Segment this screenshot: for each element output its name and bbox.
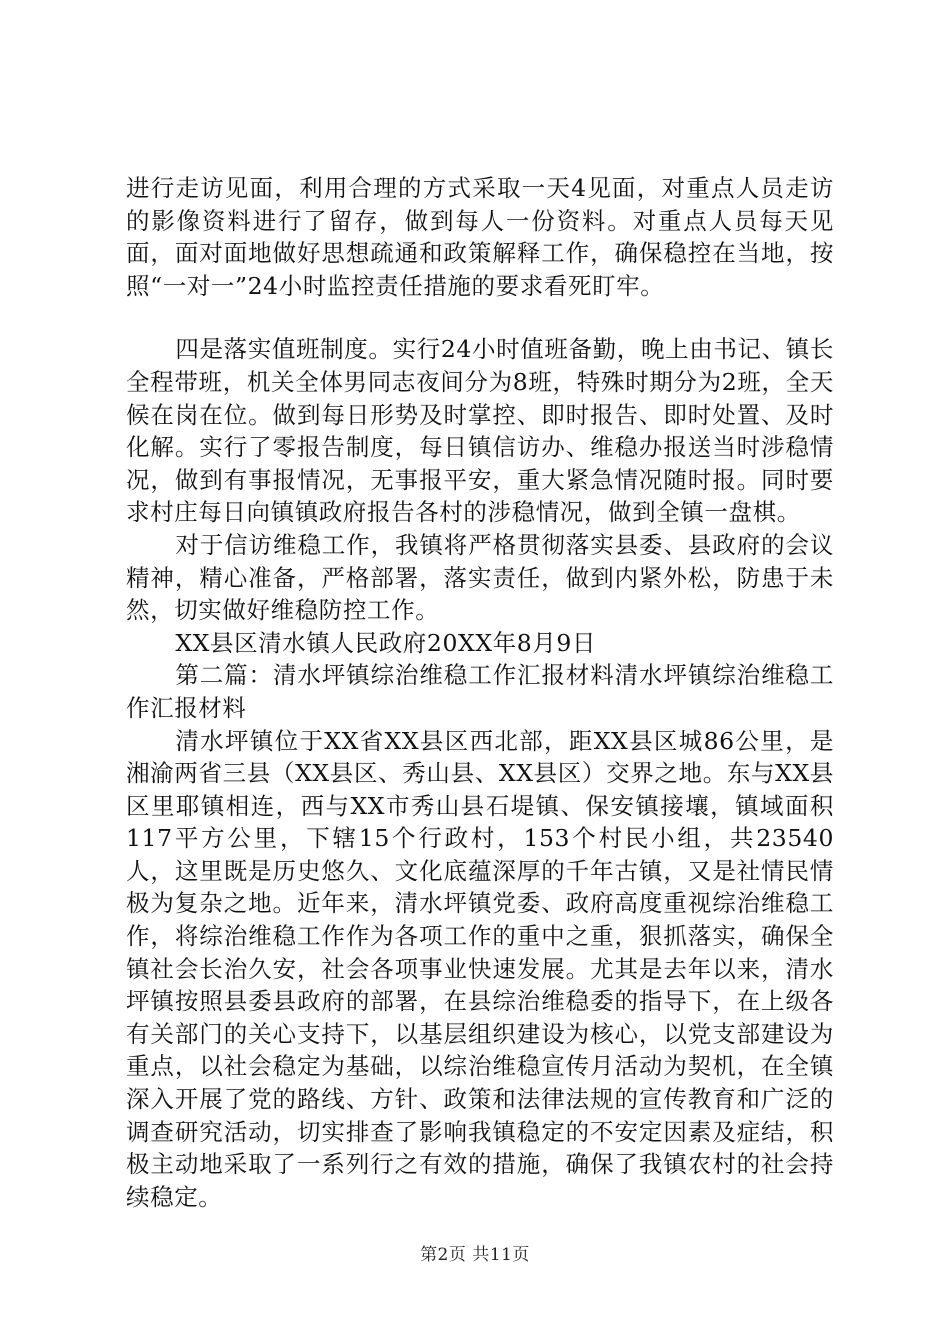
paragraph-town-overview: 清水坪镇位于XX省XX县区西北部，距XX县区城86公里，是湘渝两省三县（XX县区、秀山县、XX县区）交界之地。东与XX县区里耶镇相连，西与XX市秀山县石堤镇、保安镇接壤，镇域面积117平方公里，下辖15个行政村，153个村民小组，共23540人，这里既是历史悠久、文化底蕴深厚的千年古镇，又是社情民情极为复杂之地。近年来，清水坪镇党委、政府高度重视综治维稳工作，将综治维稳工作作为各项工作的重中之重，狠抓落实，确保全镇社会长治久安，社会各项事业快速发展。尤其是去年以来，清水坪镇按照县委县政府的部署，在县综治维稳委的指导下，在上级各有关部门的关心支持下，以基层组织建设为核心，以党支部建设为重点，以社会稳定为基础，以综治维稳宣传月活动为契机，在全镇深入开展了党的路线、方针、政策和法律法规的宣传教育和广泛的调查研究活动，切实排查了影响我镇稳定的不安定因素及症结，积极主动地采取了一系列行之有效的措施，确保了我镇农村的社会持续稳定。 <box>126 726 834 1211</box>
paragraph-petition-work: 对于信访维稳工作，我镇将严格贯彻落实县委、县政府的会议精神，精心准备，严格部署，落实责任，做到内紧外松，防患于未然，切实做好维稳防控工作。 <box>126 530 834 625</box>
section-heading: 第二篇：清水坪镇综治维稳工作汇报材料清水坪镇综治维稳工作汇报材料 <box>126 661 834 722</box>
page-number: 第2页 共11页 <box>420 1245 530 1265</box>
document-body <box>126 172 834 1213</box>
paragraph-visit-records: 进行走访见面，利用合理的方式采取一天4见面，对重点人员走访的影像资料进行了留存，做到每人一份资料。对重点人员每天见面，面对面地做好思想疏通和政策解释工作，确保稳控在当地，按照“一对一”24小时监控责任措施的要求看死盯牢。 <box>126 174 834 300</box>
signature-line: XX县区清水镇人民政府20XX年8月9日 <box>175 628 597 657</box>
paragraph-duty-system: 四是落实值班制度。实行24小时值班备勤，晚上由书记、镇长全程带班，机关全体男同志夜间分为8班，特殊时期分为2班，全天候在岗在位。做到每日形势及时掌控、即时报告、即时处置、及时化解。实行了零报告制度，每日镇信访办、维稳办报送当时涉稳情况，做到有事报情况，无事报平安，重大紧急情况随时报。同时要求村庄每日向镇镇政府报告各村的涉稳情况，做到全镇一盘棋。 <box>126 335 834 527</box>
